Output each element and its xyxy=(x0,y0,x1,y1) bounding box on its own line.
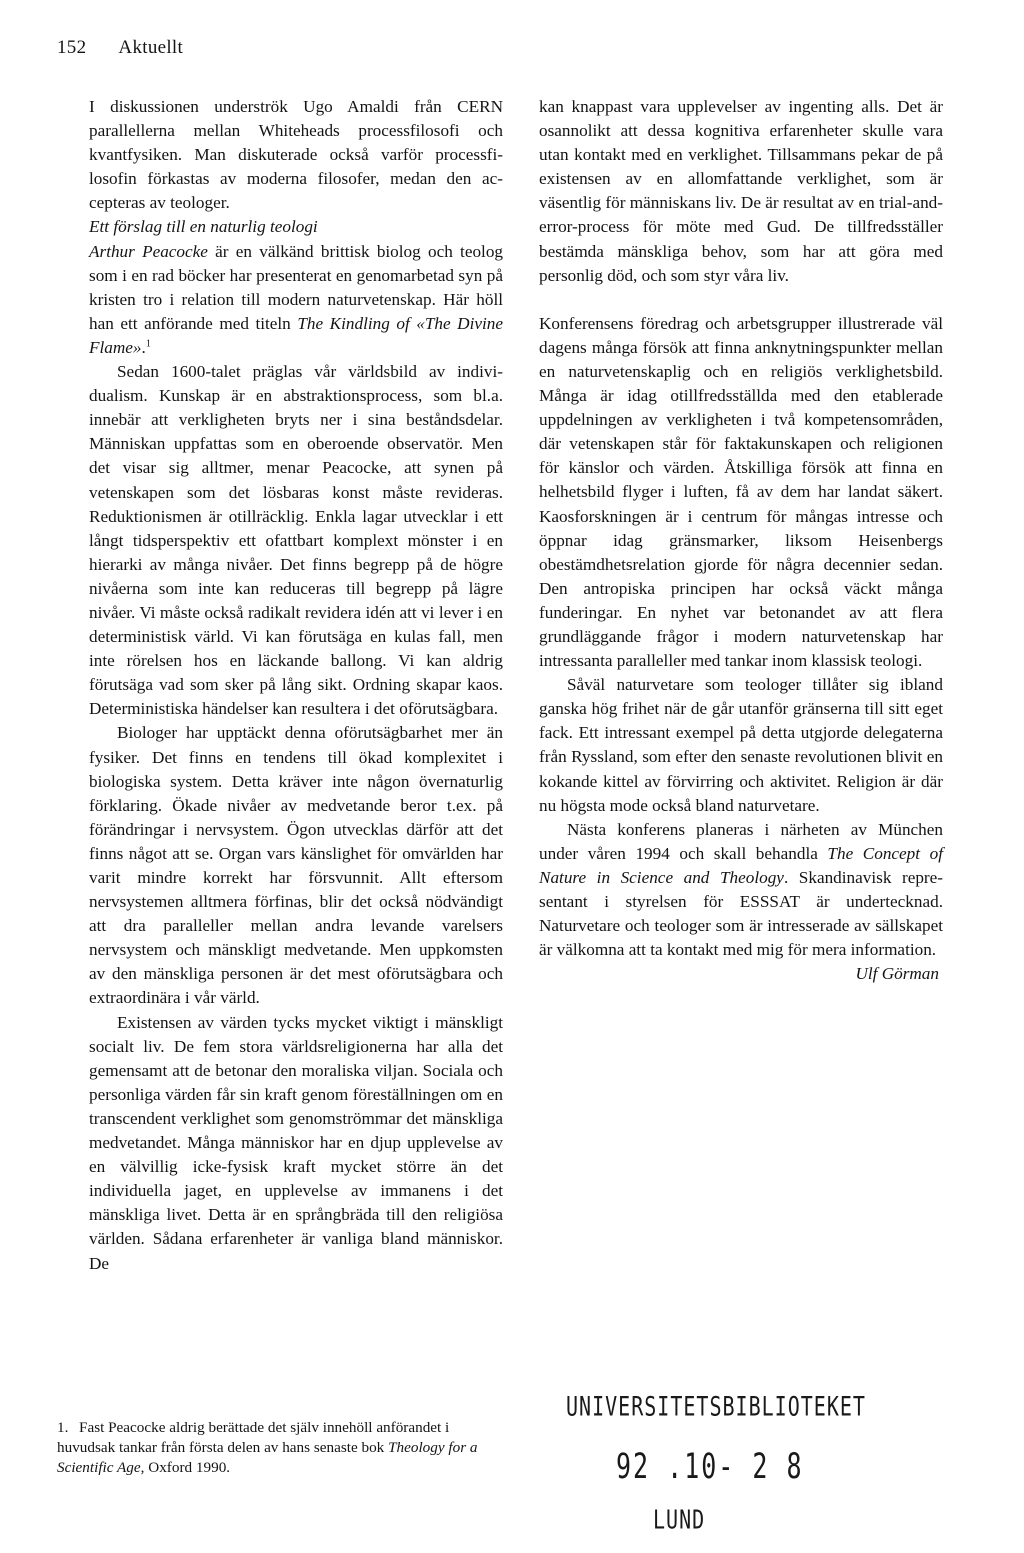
stamp-library-name: UNIVERSITETSBIBLIOTEKET xyxy=(566,1390,866,1423)
subheading: Ett förslag till en naturlig teologi xyxy=(89,217,318,237)
paragraph: Sedan 1600-talet präglas vår världsbild av individualism. Kunskap är en abstraktionsprocess, som bl.a. innebär att verkligheten bryts ner i sina beståndsdelar. Människan uppfattas som en oberoende observatör. Men det visar sig alltmer, menar Peacocke, att synen på vetenskapen som det lösbaras konst måste revideras. Reduktionismen är otillräcklig. Enkla lagar utvecklar i ett långt tidsperspektiv ett ofattbart komplext mönster i en hierarki av många nivåer. Det finns begrepp på de högre nivåerna som inte kan reduceras till begrepp på lägre nivåer. Vi måste också radikalt revidera idén att vi lever i en deterministisk värld. Vi kan förutsäga en kulas fall, men inte rörelsen hos en läckande ballong. Vi kan aldrig förutsäga vad som sker på lång sikt. Ordning skapar kaos. Deterministiska händelser kan resultera i det oförutsägbara. xyxy=(89,362,503,719)
page-number: 152 xyxy=(57,37,87,58)
left-column xyxy=(89,95,503,1276)
footnote-number: 1. xyxy=(57,1419,69,1436)
stamp-city: LUND xyxy=(653,1504,706,1536)
paragraph: Såväl naturvetare som teologer tillåter sig ibland ganska hög frihet när de går utanför gränserna till sitt eget fack. Ett intressant exempel på detta utgjorde delegaterna från Ryssland, som efter den senaste revolutionen blivit en kokande kittel av förvirring och aktivitet. Religion är där nu högsta mode också bland naturvetare. xyxy=(539,675,943,815)
paragraph: Konferensens föredrag och arbetsgrupper illustrerade väl dagens många försök att finna anknytningspunkter mellan en naturvetenskaplig och en religiös verklighetsbild. Många är idag otillfredsställda med den etablerade uppdelningen av verkligheten i två kompetensområden, där vetenskapen står för faktakunskapen och religionen för känslor och värden. Åtskilliga försök att finna en helhetsbild flyger i luften, få av dem har landat säkert. Kaosforskningen är i centrum för mångas intresse och öppnar idag gränsmarker, liksom Heisenbergs obestämdhetsrelation gjorde för några decennier sedan. Den antropiska principen har också väckt många funderingar. En nyhet var betonandet av att flera grundläggande frågor i modern naturvetenskap har intressanta paralleller med tankar inom klassisk teologi. xyxy=(539,313,943,671)
paragraph: Biologer har upptäckt denna oförutsägbarhet mer än fysiker. Det finns en tendens till ökad komplexitet i biologiska system. Detta kräver inte någon övernaturlig förklaring. Ökade nivåer av medvetande beror t.ex. på förändringar i nervsystem. Ögon utvecklas därför att det finns något att se. Organ vars känslighet för omvärlden har varit mindre korrekt har försvunnit. Allt eftersom nervsystemen alltmera förfinas, blir det också nödvändigt att dra paralleller mellan andra levande varelsers nervsystem och mänskligt medvetande. Men uppkomsten av den mänskliga personen är det mest oförutsägbara och extraordinära i vår värld. xyxy=(89,723,503,1008)
section-title: Aktuellt xyxy=(118,37,184,58)
paragraph: Arthur Peacocke är en välkänd brittisk biolog och teolog som i en rad böcker har presenterat en genomarbetad syn på kristen tro i relation till modern naturvetenskap. Här höll han ett anförande med titeln The Kindling of «The Divine Flame».$^1$ xyxy=(89,241,504,357)
author-name: Arthur Peacocke xyxy=(89,241,208,261)
right-column xyxy=(539,95,943,986)
paragraph: kan knappast vara upplevelser av ingenting alls. Det är osannolikt att dessa kognitiva erfarenheter skulle vara utan kontakt med en verklighet. Tillsammans pekar de på existensen av en allomfattande verklighet, som är väsentlig för människans liv. De är resultat av en trial-and-error-process för möte med Gud. De tillfredsställer bestämda mänskliga behov, som har att göra med personlig död, och som styr våra liv. xyxy=(539,97,943,285)
paragraph: I diskussionen underströk Ugo Amaldi från CERN parallellerna mellan Whiteheads processfilosofi och kvantfysiken. Man diskuterade också varför processfilosofin förkastas av moderna filosofer, medan den accepteras av teologer. xyxy=(89,97,503,213)
author-signature: Ulf Görman xyxy=(855,964,939,984)
footnote-ref: 1 xyxy=(145,338,151,350)
book-title: Theology for a Scientific Age xyxy=(57,1439,478,1476)
paragraph: Nästa konferens planeras i närheten av München under våren 1994 och skall behandla The Concept of Nature in Science and Theology. Skandinavisk representant i styrelsen för ESSSAT är undertecknad. Naturvetare och teologer som är intresserade av sällskapet är välkomna att ta kontakt med mig för mera information. xyxy=(539,819,943,960)
library-stamp xyxy=(558,1386,866,1536)
conference-title: The Concept of Nature in Science and Theology xyxy=(539,843,943,887)
lecture-title: The Kindling of «The Divine Flame» xyxy=(89,313,503,357)
stamp-date: 92 .10- 2 8 xyxy=(616,1446,804,1487)
paragraph: Existensen av värden tycks mycket viktigt i mänskligt socialt liv. De fem stora världsreligionerna har alla det gemensamt att de betonar den moraliska viljan. Sociala och personliga värden får sin kraft genom föreställningen om en transcendent verklighet som genomströmmar det mänskliga medvetandet. Många människor har en djup upplevelse av en välvillig icke-fysisk kraft mycket större än det individuella jaget, en upplevelse av immanens i det mänskliga livet. Detta är en språngbräda till den religiösa världen. Sådana erfarenheter är vanliga bland människor. De xyxy=(89,1012,503,1273)
footnote: 1. Fast Peacocke aldrig berättade det själv innehöll anförandet i huvudsak tankar från första delen av hans senaste bok Theology for a Scientific Age, Oxford 1990. xyxy=(57,1419,478,1476)
running-header xyxy=(57,37,183,59)
